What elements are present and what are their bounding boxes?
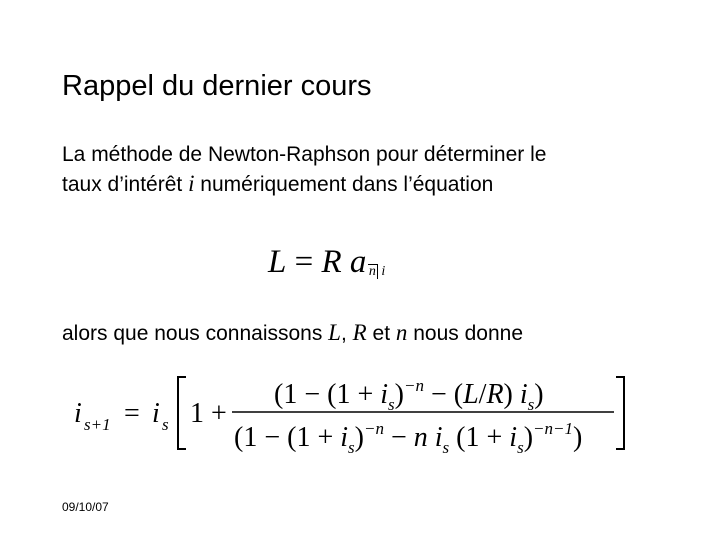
second-paragraph bbox=[62, 318, 523, 348]
factor-sub: s bbox=[162, 415, 169, 434]
para2-comma: , bbox=[340, 322, 353, 345]
newton-raphson-formula bbox=[74, 374, 634, 454]
slide-title: Rappel du dernier cours bbox=[62, 70, 372, 102]
variable-i: i bbox=[188, 171, 195, 196]
eq1-a: a bbox=[349, 244, 367, 280]
variable-L: L bbox=[328, 320, 341, 345]
lhs-sub: s+1 bbox=[84, 415, 111, 434]
one-plus: 1 + bbox=[190, 398, 227, 429]
para2-pre: alors que nous connaissons bbox=[62, 322, 329, 345]
slide-date: 09/10/07 bbox=[62, 500, 109, 514]
annuity-equation bbox=[268, 244, 386, 281]
intro-line-1: La méthode de Newton-Raphson pour déterminer le bbox=[62, 143, 547, 166]
lhs-i: i bbox=[74, 398, 82, 429]
eq1-sub-i: i bbox=[381, 264, 386, 279]
right-bracket bbox=[616, 377, 624, 449]
eq1-sub-n: n bbox=[368, 264, 376, 279]
denominator: ($1 - (1 + i_s)^{-n} - n$ $i_s$ $(1 + i_s)^{-n-1}$) bbox=[234, 419, 583, 454]
numerator: ($1 - (1 + i_s)^{-n} - (L/R)$ $i_s$) bbox=[274, 376, 544, 414]
intro-line-2-post: numériquement dans l’équation bbox=[194, 173, 494, 196]
annuity-subscript bbox=[368, 264, 385, 280]
eq1-equals: = bbox=[294, 244, 314, 280]
factor-i: i bbox=[152, 398, 160, 429]
eq1-R: R bbox=[321, 244, 342, 280]
para2-et: et bbox=[366, 322, 396, 345]
left-bracket bbox=[178, 377, 186, 449]
para2-post: nous donne bbox=[407, 322, 523, 345]
lhs-equals: = bbox=[124, 398, 140, 429]
intro-line-2-pre: taux d’intérêt bbox=[62, 173, 189, 196]
intro-paragraph bbox=[62, 140, 546, 199]
intro-line-2 bbox=[62, 169, 546, 199]
eq1-L: L bbox=[268, 244, 287, 280]
variable-n: n bbox=[395, 320, 408, 345]
variable-R: R bbox=[352, 320, 367, 345]
annuity-symbol bbox=[349, 244, 386, 281]
